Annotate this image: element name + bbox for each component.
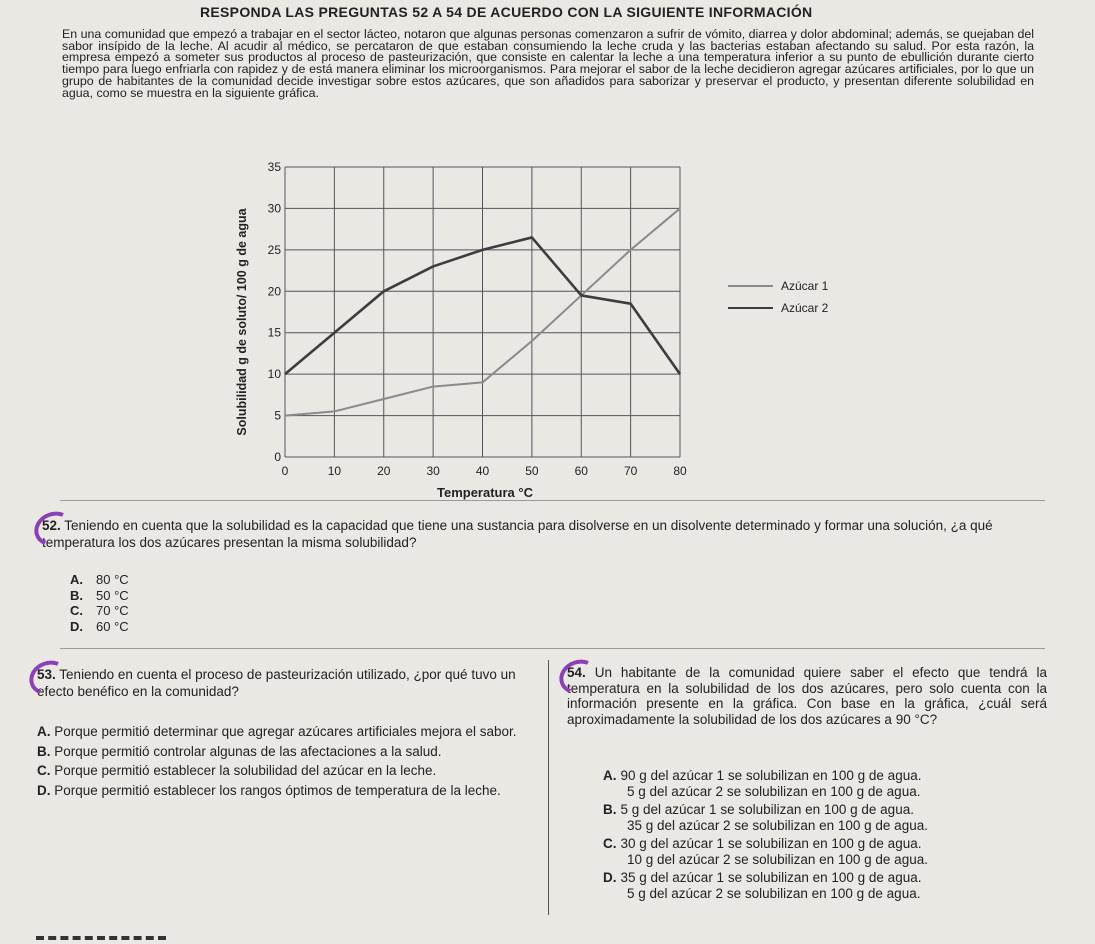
option-letter: A. xyxy=(37,724,51,739)
question-54-options xyxy=(603,768,1043,904)
option-letter: D. xyxy=(70,618,83,634)
question-52 xyxy=(42,517,1042,551)
question-number: 53. xyxy=(37,667,56,682)
option-text: Porque permitió determinar que agregar azúcares artificiales mejora el sabor. xyxy=(54,724,517,739)
question-52-options xyxy=(70,572,129,634)
legend-item-azucar-2 xyxy=(728,297,828,319)
x-tick-label: 0 xyxy=(281,464,289,478)
y-tick-label: 20 xyxy=(267,284,281,299)
y-tick-label: 25 xyxy=(267,242,281,257)
option-letter: C. xyxy=(70,603,83,618)
y-tick-label: 10 xyxy=(267,367,281,382)
section-divider xyxy=(60,500,1045,501)
option-letter: D. xyxy=(37,782,51,798)
y-tick-label: 0 xyxy=(274,450,281,464)
x-axis-label: Temperatura °C xyxy=(437,485,533,500)
option-c[interactable] xyxy=(603,836,1043,867)
y-axis-label: Solubilidad g de soluto/ 100 g de agua xyxy=(235,208,249,436)
question-53-options xyxy=(37,724,537,802)
y-tick-labels xyxy=(268,160,282,464)
option-text: 35 g del azúcar 1 se solubilizan en 100 g de agua. xyxy=(620,870,922,885)
question-text: Un habitante de la comunidad quiere saber el efecto que tendrá la temperatura en la solubilidad de los dos azúcares, pero solo cuenta con la información presente en la gráfica. Con base en la gráfica, ¿cuál será aproximadamente la solubilidad de los dos azúcares a 90 °C? xyxy=(567,665,1047,727)
legend-label-azucar-1: Azúcar 1 xyxy=(781,279,829,293)
option-letter: A. xyxy=(603,768,617,783)
option-d[interactable] xyxy=(70,619,129,635)
question-number: 54. xyxy=(567,665,586,680)
legend-item-azucar-1 xyxy=(728,275,828,297)
option-b[interactable] xyxy=(70,588,129,604)
question-text: Teniendo en cuenta el proceso de pasteurización utilizado, ¿por qué tuvo un efecto benéfico en la comunidad? xyxy=(37,667,516,699)
option-text: 70 °C xyxy=(96,603,129,618)
y-tick-label: 5 xyxy=(274,408,281,423)
solubility-chart xyxy=(230,150,710,500)
option-letter: B. xyxy=(70,587,83,603)
legend-swatch-azucar-2 xyxy=(728,307,773,309)
x-tick-label: 70 xyxy=(623,464,638,478)
legend-swatch-azucar-1 xyxy=(728,285,773,287)
question-text: Teniendo en cuenta que la solubilidad es la capacidad que tiene una sustancia para disolverse en un disolvente determinado y formar una solución, ¿a qué temperatura los dos azúcares presentan la misma solubilidad? xyxy=(42,518,993,550)
option-text: 80 °C xyxy=(96,572,129,587)
y-tick-label: 30 xyxy=(267,201,281,216)
option-d[interactable] xyxy=(37,783,537,800)
option-text: 30 g del azúcar 1 se solubilizan en 100 g de agua. xyxy=(620,836,922,851)
option-c[interactable] xyxy=(70,603,129,619)
x-tick-label: 40 xyxy=(475,464,490,478)
y-tick-label: 35 xyxy=(267,160,281,174)
option-d[interactable] xyxy=(603,870,1043,901)
option-letter: B. xyxy=(603,802,617,817)
x-tick-label: 50 xyxy=(525,464,539,478)
option-text: 10 g del azúcar 2 se solubilizan en 100 g de agua. xyxy=(627,851,928,867)
option-text: 5 g del azúcar 2 se solubilizan en 100 g de agua. xyxy=(627,783,921,799)
x-tick-label: 30 xyxy=(426,464,440,478)
x-tick-label: 80 xyxy=(673,464,687,478)
x-tick-labels xyxy=(282,464,687,478)
option-text: Porque permitió controlar algunas de las afectaciones a la salud. xyxy=(54,743,442,759)
option-text: 90 g del azúcar 1 se solubilizan en 100 g de agua. xyxy=(620,768,922,783)
option-text: Porque permitió establecer los rangos óptimos de temperatura de la leche. xyxy=(54,782,501,798)
intro-paragraph: En una comunidad que empezó a trabajar en el sector lácteo, notaron que algunas personas comenzaron a sufrir de vómito, diarrea y dolor abdominal; además, se quejaban del sabor insípido de la leche. Al acudir al médico, se percataron de que estaban consumiendo la leche cruda y las bacterias estaban afectando su salud. Por esta razón, la empresa empezó a someter sus productos al proceso de pasteurización, que consiste en calentar la leche a una temperatura inferior a su punto de ebullición durante cierto tiempo para luego enfriarla con rapidez y de está manera eliminar los microorganismos. Para mejorar el sabor de la leche decidieron agregar azúcares artificiales, por lo que un grupo de habitantes de la comunidad decide investigar sobre estos azúcares, que son añadidos para saborizar y preservar el producto, y presentan diferente solubilidad en agua, como se muestra en la siguiente gráfica. xyxy=(62,27,1034,100)
option-text: Porque permitió establecer la solubilidad del azúcar en la leche. xyxy=(54,763,437,778)
option-letter: C. xyxy=(37,763,51,778)
question-54 xyxy=(567,665,1047,727)
option-text: 60 °C xyxy=(96,618,129,634)
legend-label-azucar-2: Azúcar 2 xyxy=(781,301,829,315)
option-text: 5 g del azúcar 1 se solubilizan en 100 g de agua. xyxy=(620,802,914,817)
option-text: 5 g del azúcar 2 se solubilizan en 100 g de agua. xyxy=(627,885,921,901)
question-number: 52. xyxy=(42,518,61,533)
question-53 xyxy=(37,666,537,700)
option-a[interactable] xyxy=(70,572,129,588)
section-divider xyxy=(60,648,1045,649)
option-b[interactable] xyxy=(603,802,1043,833)
option-text: 35 g del azúcar 2 se solubilizan en 100 g de agua. xyxy=(627,817,928,833)
column-divider xyxy=(548,660,549,915)
option-a[interactable] xyxy=(37,724,537,741)
page-edge-mark xyxy=(36,936,166,940)
option-letter: C. xyxy=(603,836,617,851)
y-tick-label: 15 xyxy=(267,325,281,340)
option-letter: D. xyxy=(603,870,617,885)
page-title: RESPONDA LAS PREGUNTAS 52 A 54 DE ACUERDO CON LA SIGUIENTE INFORMACIÓN xyxy=(200,4,813,20)
x-tick-label: 60 xyxy=(574,464,588,478)
option-a[interactable] xyxy=(603,768,1043,799)
chart-legend xyxy=(728,275,828,319)
option-letter: A. xyxy=(70,572,83,587)
option-letter: B. xyxy=(37,743,51,759)
option-text: 50 °C xyxy=(96,587,129,603)
option-b[interactable] xyxy=(37,744,537,761)
x-tick-label: 10 xyxy=(327,464,342,478)
chart-grid xyxy=(285,167,680,457)
x-tick-label: 20 xyxy=(377,464,391,478)
option-c[interactable] xyxy=(37,763,537,780)
